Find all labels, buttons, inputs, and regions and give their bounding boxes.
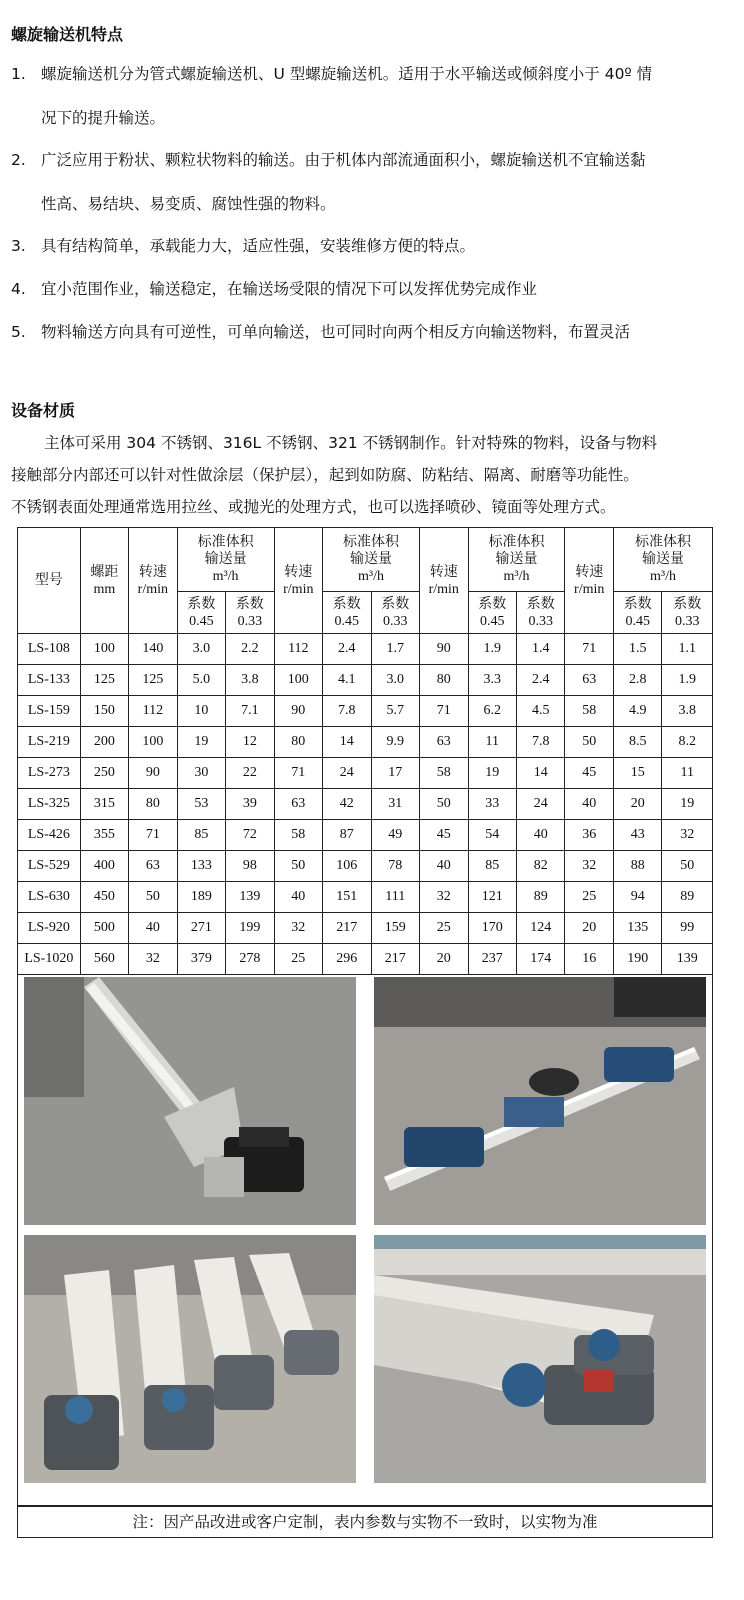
header-speed: 转速 r/min bbox=[420, 528, 468, 634]
header-model: 型号 bbox=[18, 528, 81, 634]
feature-number: 3. bbox=[11, 237, 26, 255]
table-cell: 400 bbox=[80, 851, 128, 882]
table-cell: 40 bbox=[420, 851, 468, 882]
table-cell: 560 bbox=[80, 944, 128, 975]
model-cell: LS-108 bbox=[18, 634, 81, 665]
table-cell: 4.9 bbox=[613, 696, 661, 727]
table-cell: 53 bbox=[177, 789, 225, 820]
table-cell: 379 bbox=[177, 944, 225, 975]
table-cell: 140 bbox=[129, 634, 177, 665]
table-cell: 2.8 bbox=[613, 665, 661, 696]
table-cell: 45 bbox=[420, 820, 468, 851]
table-cell: 90 bbox=[420, 634, 468, 665]
table-cell: 355 bbox=[80, 820, 128, 851]
spec-table-body bbox=[18, 634, 713, 975]
table-cell: 133 bbox=[177, 851, 225, 882]
table-cell: 24 bbox=[516, 789, 564, 820]
table-cell: 278 bbox=[226, 944, 274, 975]
table-cell: 12 bbox=[226, 727, 274, 758]
header-volume: 标准体积 输送量 m³/h bbox=[323, 528, 420, 592]
table-row bbox=[18, 913, 713, 944]
table-cell: 1.5 bbox=[613, 634, 661, 665]
footnote: 注：因产品改进或客户定制，表内参数与实物不一致时，以实物为准 bbox=[17, 1506, 713, 1538]
table-cell: 49 bbox=[371, 820, 419, 851]
table-cell: 19 bbox=[177, 727, 225, 758]
header-coef: 系数 0.45 bbox=[468, 592, 516, 634]
table-cell: 58 bbox=[420, 758, 468, 789]
table-cell: 10 bbox=[177, 696, 225, 727]
table-row bbox=[18, 758, 713, 789]
table-cell: 14 bbox=[323, 727, 371, 758]
model-cell: LS-159 bbox=[18, 696, 81, 727]
table-cell: 90 bbox=[274, 696, 322, 727]
table-cell: 135 bbox=[613, 913, 661, 944]
table-cell: 5.0 bbox=[177, 665, 225, 696]
table-cell: 237 bbox=[468, 944, 516, 975]
table-cell: 500 bbox=[80, 913, 128, 944]
feature-number: 2. bbox=[11, 151, 26, 169]
header-coef: 系数 0.45 bbox=[613, 592, 661, 634]
table-cell: 63 bbox=[565, 665, 613, 696]
table-cell: 50 bbox=[274, 851, 322, 882]
table-cell: 16 bbox=[565, 944, 613, 975]
table-cell: 32 bbox=[274, 913, 322, 944]
table-cell: 111 bbox=[371, 882, 419, 913]
table-cell: 54 bbox=[468, 820, 516, 851]
table-cell: 19 bbox=[468, 758, 516, 789]
table-cell: 22 bbox=[226, 758, 274, 789]
table-cell: 89 bbox=[662, 882, 713, 913]
table-cell: 80 bbox=[420, 665, 468, 696]
table-cell: 4.5 bbox=[516, 696, 564, 727]
feature-number: 5. bbox=[11, 323, 26, 341]
header-coef: 系数 0.33 bbox=[516, 592, 564, 634]
table-cell: 90 bbox=[129, 758, 177, 789]
table-cell: 85 bbox=[468, 851, 516, 882]
table-cell: 2.4 bbox=[323, 634, 371, 665]
table-cell: 315 bbox=[80, 789, 128, 820]
table-row bbox=[18, 727, 713, 758]
header-coef: 系数 0.33 bbox=[226, 592, 274, 634]
model-cell: LS-219 bbox=[18, 727, 81, 758]
table-cell: 1.9 bbox=[468, 634, 516, 665]
header-volume: 标准体积 输送量 m³/h bbox=[177, 528, 274, 592]
header-volume: 标准体积 输送量 m³/h bbox=[613, 528, 712, 592]
table-cell: 50 bbox=[565, 727, 613, 758]
table-cell: 8.2 bbox=[662, 727, 713, 758]
table-row bbox=[18, 820, 713, 851]
table-cell: 39 bbox=[226, 789, 274, 820]
table-row bbox=[18, 944, 713, 975]
table-cell: 174 bbox=[516, 944, 564, 975]
table-cell: 58 bbox=[565, 696, 613, 727]
table-cell: 100 bbox=[274, 665, 322, 696]
table-cell: 296 bbox=[323, 944, 371, 975]
table-cell: 82 bbox=[516, 851, 564, 882]
spec-table bbox=[17, 527, 713, 975]
model-cell: LS-529 bbox=[18, 851, 81, 882]
feature-item-2-cont: 性高、易结块、易变质、腐蚀性强的物料。 bbox=[41, 195, 336, 213]
table-cell: 3.3 bbox=[468, 665, 516, 696]
model-cell: LS-630 bbox=[18, 882, 81, 913]
table-cell: 4.1 bbox=[323, 665, 371, 696]
header-coef: 系数 0.45 bbox=[323, 592, 371, 634]
table-cell: 2.4 bbox=[516, 665, 564, 696]
table-cell: 3.8 bbox=[662, 696, 713, 727]
table-cell: 3.0 bbox=[177, 634, 225, 665]
feature-text: 宜小范围作业，输送稳定，在输送场受限的情况下可以发挥优势完成作业 bbox=[41, 280, 538, 298]
table-cell: 32 bbox=[129, 944, 177, 975]
model-cell: LS-325 bbox=[18, 789, 81, 820]
header-coef: 系数 0.33 bbox=[662, 592, 713, 634]
table-cell: 25 bbox=[274, 944, 322, 975]
table-row bbox=[18, 882, 713, 913]
table-cell: 98 bbox=[226, 851, 274, 882]
material-line-2: 接触部分内部还可以针对性做涂层（保护层），起到如防腐、防粘结、隔离、耐磨等功能性。 bbox=[11, 466, 639, 484]
table-cell: 43 bbox=[613, 820, 661, 851]
table-cell: 72 bbox=[226, 820, 274, 851]
feature-text: 物料输送方向具有可逆性，可单向输送，也可同时向两个相反方向输送物料，布置灵活 bbox=[41, 323, 631, 341]
table-cell: 271 bbox=[177, 913, 225, 944]
feature-item-5 bbox=[11, 322, 630, 342]
table-cell: 5.7 bbox=[371, 696, 419, 727]
material-title: 设备材质 bbox=[11, 401, 76, 420]
header-volume: 标准体积 输送量 m³/h bbox=[468, 528, 565, 592]
table-row bbox=[18, 696, 713, 727]
table-cell: 94 bbox=[613, 882, 661, 913]
table-cell: 125 bbox=[129, 665, 177, 696]
material-line-1: 主体可采用 304 不锈钢、316L 不锈钢、321 不锈钢制作。针对特殊的物料，设备与物料 bbox=[44, 434, 658, 452]
table-cell: 200 bbox=[80, 727, 128, 758]
table-cell: 50 bbox=[129, 882, 177, 913]
feature-text: 具有结构简单，承载能力大，适应性强，安装维修方便的特点。 bbox=[41, 237, 476, 255]
photo-horizontal-screw-conveyor bbox=[374, 977, 706, 1225]
table-cell: 1.9 bbox=[662, 665, 713, 696]
table-cell: 106 bbox=[323, 851, 371, 882]
table-cell: 125 bbox=[80, 665, 128, 696]
material-line-3: 不锈钢表面处理通常选用拉丝、或抛光的处理方式，也可以选择喷砂、镜面等处理方式。 bbox=[11, 498, 616, 516]
table-cell: 2.2 bbox=[226, 634, 274, 665]
table-cell: 24 bbox=[323, 758, 371, 789]
table-cell: 89 bbox=[516, 882, 564, 913]
table-cell: 78 bbox=[371, 851, 419, 882]
table-cell: 71 bbox=[274, 758, 322, 789]
table-cell: 1.7 bbox=[371, 634, 419, 665]
table-cell: 3.8 bbox=[226, 665, 274, 696]
table-cell: 40 bbox=[516, 820, 564, 851]
feature-text: 螺旋输送机分为管式螺旋输送机、U 型螺旋输送机。适用于水平输送或倾斜度小于 40º 情 bbox=[41, 65, 653, 83]
table-cell: 63 bbox=[129, 851, 177, 882]
table-cell: 32 bbox=[420, 882, 468, 913]
table-cell: 25 bbox=[420, 913, 468, 944]
table-cell: 50 bbox=[662, 851, 713, 882]
table-cell: 151 bbox=[323, 882, 371, 913]
table-cell: 20 bbox=[613, 789, 661, 820]
table-cell: 121 bbox=[468, 882, 516, 913]
feature-number: 4. bbox=[11, 280, 26, 298]
table-cell: 112 bbox=[274, 634, 322, 665]
table-cell: 14 bbox=[516, 758, 564, 789]
table-cell: 30 bbox=[177, 758, 225, 789]
table-cell: 250 bbox=[80, 758, 128, 789]
feature-item-1 bbox=[11, 64, 652, 84]
header-speed: 转速 r/min bbox=[274, 528, 322, 634]
table-cell: 7.1 bbox=[226, 696, 274, 727]
feature-item-3 bbox=[11, 236, 475, 256]
model-cell: LS-426 bbox=[18, 820, 81, 851]
table-cell: 100 bbox=[80, 634, 128, 665]
table-cell: 189 bbox=[177, 882, 225, 913]
model-cell: LS-273 bbox=[18, 758, 81, 789]
table-cell: 42 bbox=[323, 789, 371, 820]
feature-item-2 bbox=[11, 150, 646, 170]
table-cell: 33 bbox=[468, 789, 516, 820]
table-cell: 40 bbox=[274, 882, 322, 913]
table-cell: 124 bbox=[516, 913, 564, 944]
model-cell: LS-1020 bbox=[18, 944, 81, 975]
photo-inclined-tube-conveyor bbox=[24, 977, 356, 1225]
table-cell: 71 bbox=[420, 696, 468, 727]
table-cell: 80 bbox=[129, 789, 177, 820]
photo-conveyor-row bbox=[374, 1235, 706, 1483]
table-cell: 150 bbox=[80, 696, 128, 727]
header-speed: 转速 r/min bbox=[129, 528, 177, 634]
table-cell: 63 bbox=[274, 789, 322, 820]
table-cell: 88 bbox=[613, 851, 661, 882]
table-cell: 20 bbox=[420, 944, 468, 975]
table-cell: 190 bbox=[613, 944, 661, 975]
table-cell: 6.2 bbox=[468, 696, 516, 727]
table-cell: 32 bbox=[662, 820, 713, 851]
features-title: 螺旋输送机特点 bbox=[11, 25, 124, 44]
table-cell: 450 bbox=[80, 882, 128, 913]
table-cell: 87 bbox=[323, 820, 371, 851]
table-cell: 99 bbox=[662, 913, 713, 944]
table-cell: 217 bbox=[323, 913, 371, 944]
feature-item-4 bbox=[11, 279, 537, 299]
table-cell: 3.0 bbox=[371, 665, 419, 696]
table-row bbox=[18, 634, 713, 665]
header-coef: 系数 0.33 bbox=[371, 592, 419, 634]
table-cell: 32 bbox=[565, 851, 613, 882]
table-cell: 1.4 bbox=[516, 634, 564, 665]
header-speed: 转速 r/min bbox=[565, 528, 613, 634]
table-cell: 36 bbox=[565, 820, 613, 851]
table-cell: 71 bbox=[129, 820, 177, 851]
table-cell: 217 bbox=[371, 944, 419, 975]
table-cell: 9.9 bbox=[371, 727, 419, 758]
table-cell: 17 bbox=[371, 758, 419, 789]
photo-u-type-conveyors bbox=[24, 1235, 356, 1483]
table-cell: 112 bbox=[129, 696, 177, 727]
table-row bbox=[18, 789, 713, 820]
table-cell: 58 bbox=[274, 820, 322, 851]
table-cell: 71 bbox=[565, 634, 613, 665]
table-cell: 159 bbox=[371, 913, 419, 944]
table-row bbox=[18, 851, 713, 882]
table-cell: 20 bbox=[565, 913, 613, 944]
table-cell: 1.1 bbox=[662, 634, 713, 665]
table-cell: 139 bbox=[662, 944, 713, 975]
model-cell: LS-133 bbox=[18, 665, 81, 696]
table-cell: 31 bbox=[371, 789, 419, 820]
table-cell: 25 bbox=[565, 882, 613, 913]
table-cell: 63 bbox=[420, 727, 468, 758]
table-cell: 170 bbox=[468, 913, 516, 944]
table-cell: 139 bbox=[226, 882, 274, 913]
table-row bbox=[18, 665, 713, 696]
table-cell: 11 bbox=[662, 758, 713, 789]
table-cell: 11 bbox=[468, 727, 516, 758]
table-cell: 80 bbox=[274, 727, 322, 758]
table-cell: 7.8 bbox=[323, 696, 371, 727]
feature-number: 1. bbox=[11, 65, 26, 83]
feature-item-1-cont: 况下的提升输送。 bbox=[41, 109, 166, 127]
product-photos bbox=[17, 974, 713, 1506]
table-cell: 85 bbox=[177, 820, 225, 851]
table-cell: 19 bbox=[662, 789, 713, 820]
table-cell: 15 bbox=[613, 758, 661, 789]
header-coef: 系数 0.45 bbox=[177, 592, 225, 634]
table-cell: 40 bbox=[129, 913, 177, 944]
table-cell: 40 bbox=[565, 789, 613, 820]
table-cell: 50 bbox=[420, 789, 468, 820]
table-cell: 100 bbox=[129, 727, 177, 758]
table-cell: 199 bbox=[226, 913, 274, 944]
table-cell: 7.8 bbox=[516, 727, 564, 758]
table-cell: 8.5 bbox=[613, 727, 661, 758]
feature-text: 广泛应用于粉状、颗粒状物料的输送。由于机体内部流通面积小，螺旋输送机不宜输送黏 bbox=[41, 151, 646, 169]
table-cell: 45 bbox=[565, 758, 613, 789]
model-cell: LS-920 bbox=[18, 913, 81, 944]
header-pitch: 螺距 mm bbox=[80, 528, 128, 634]
